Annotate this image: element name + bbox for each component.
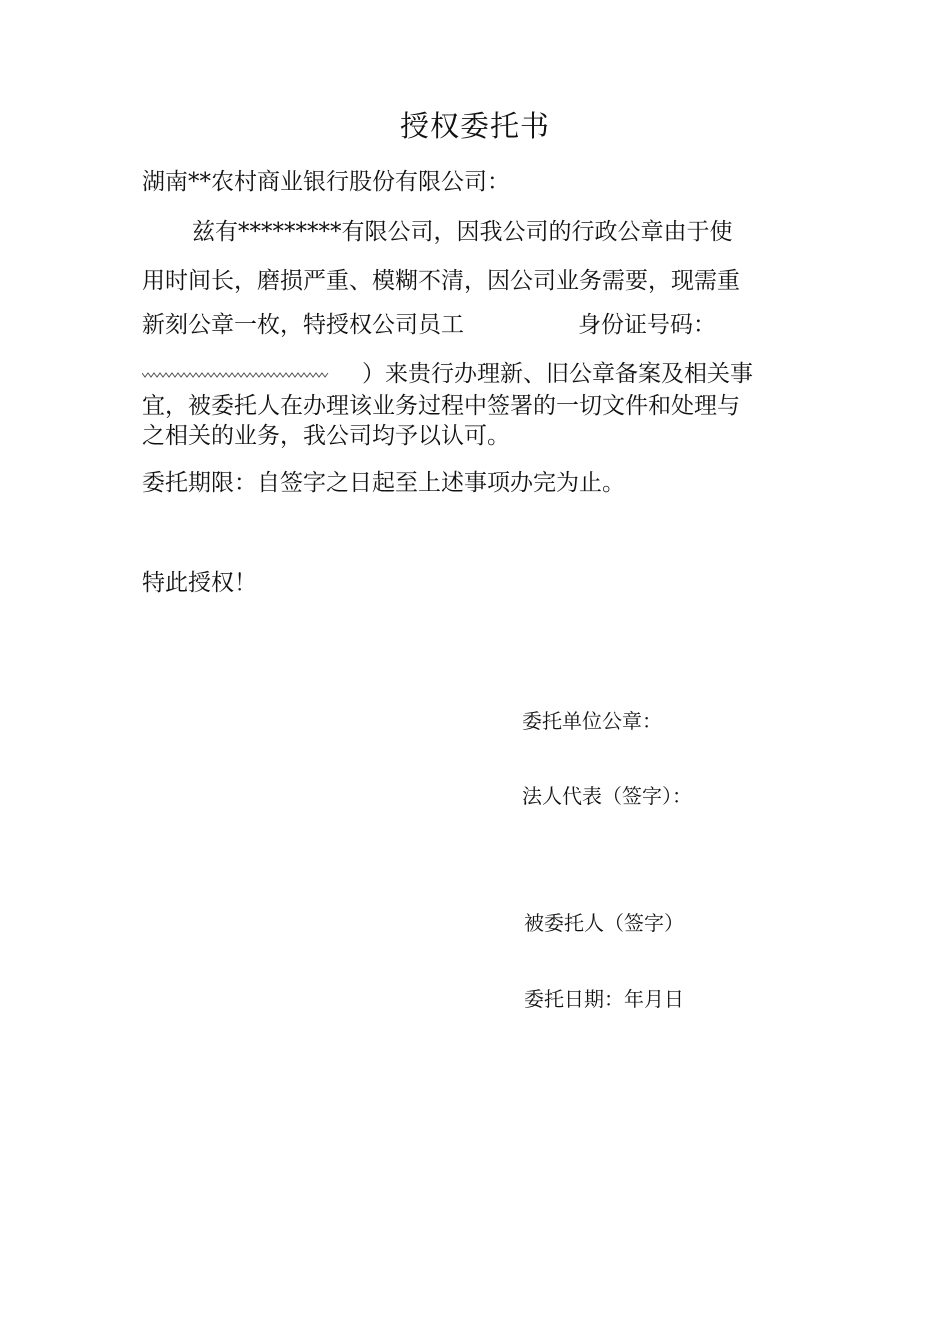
term-line: 委托期限：自签字之日起至上述事项办完为止。 xyxy=(142,470,625,496)
body-line-2: 用时间长，磨损严重、模糊不清，因公司业务需要，现需重 xyxy=(142,268,740,294)
agent-line: 被委托人（签字） xyxy=(524,911,684,935)
body-line-3-start: 新刻公章一枚，特授权公司员工 xyxy=(142,312,464,338)
body-line-3 xyxy=(142,310,716,340)
date-line: 委托日期：年月日 xyxy=(524,987,684,1011)
body-line-6: 之相关的业务，我公司均予以认可。 xyxy=(142,423,510,449)
seal-line: 委托单位公章： xyxy=(522,709,662,733)
legal-rep-line: 法人代表（签字）： xyxy=(522,784,692,808)
document-title: 授权委托书 xyxy=(399,109,550,143)
body-line-1: 兹有*********有限公司，因我公司的行政公章由于使 xyxy=(192,219,733,245)
body-line-5: 宜，被委托人在办理该业务过程中签署的一切文件和处理与 xyxy=(142,393,740,419)
addressee: 湖南**农村商业银行股份有限公司： xyxy=(142,169,510,195)
id-number-placeholder-marks xyxy=(142,368,348,382)
body-line-3-id-label: 身份证号码： xyxy=(578,312,716,338)
closing-line: 特此授权！ xyxy=(142,570,257,596)
body-line-4-text: ）来贵行办理新、旧公章备案及相关事 xyxy=(362,361,753,387)
body-line-4 xyxy=(142,359,753,389)
